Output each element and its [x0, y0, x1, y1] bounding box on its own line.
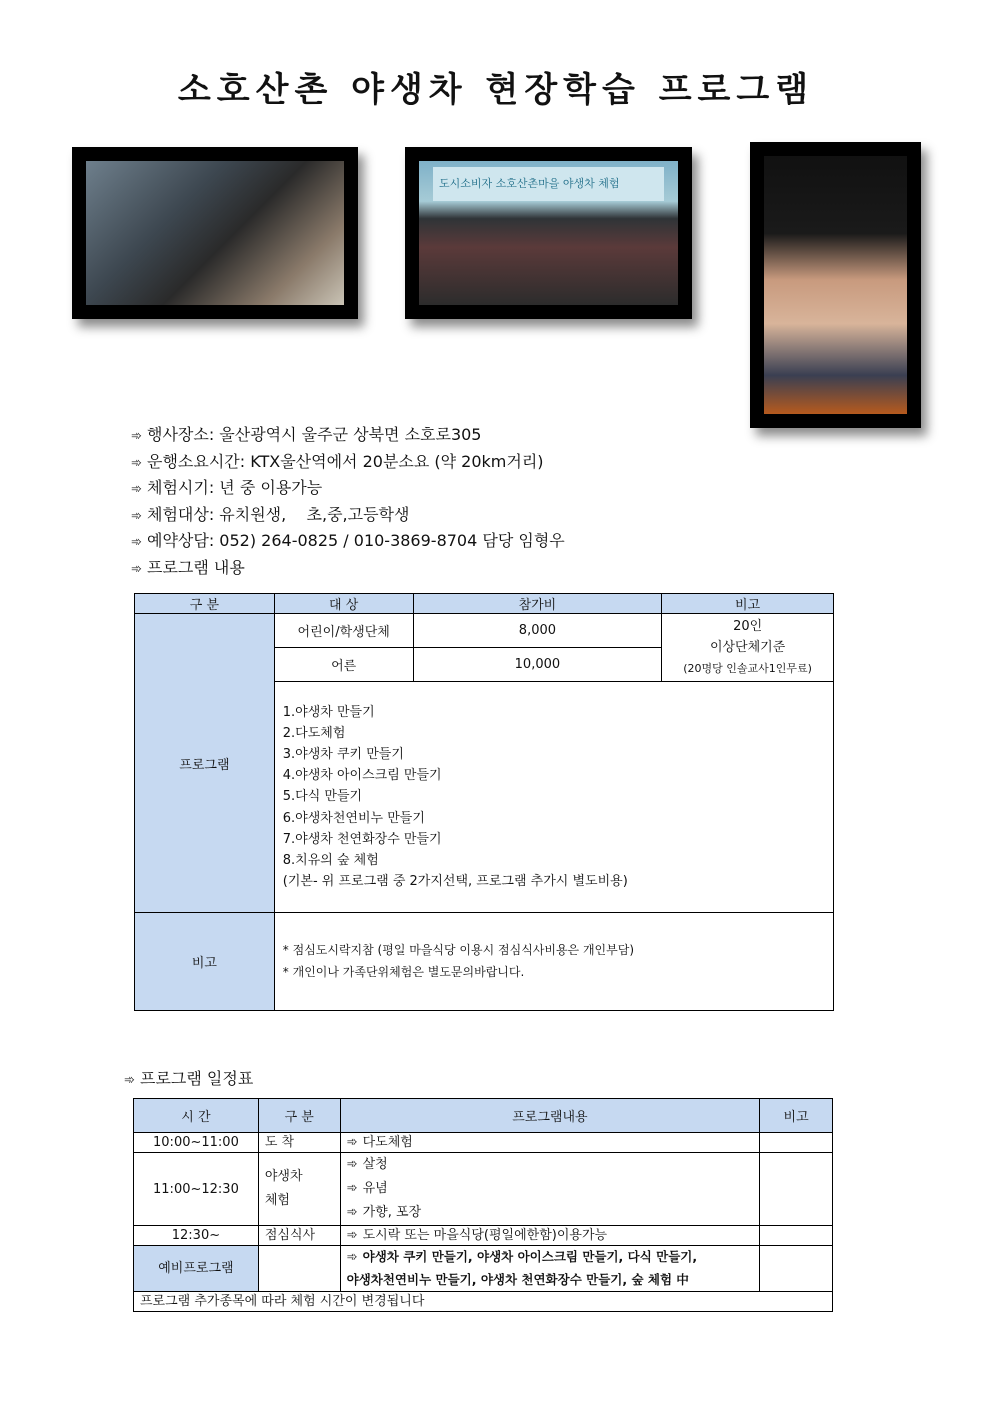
info-audience: ➾ 체험대상: 유치원생, 초,중,고등학생: [131, 502, 565, 529]
header-note: 비고: [760, 1099, 833, 1133]
note-cell: [760, 1226, 833, 1246]
header-target: 대 상: [274, 594, 413, 614]
arrow-icon: ➾: [346, 1157, 358, 1172]
arrow-icon: ➾: [131, 455, 142, 471]
schedule-table: [133, 1098, 833, 1312]
program-list: 1.야생차 만들기 2.다도체험 3.야생차 쿠키 만들기 4.야생차 아이스크림 만들기 5.다식 만들기 6.야생차천연비누 만들기 7.야생차 천연화장수 만들기 8.치유의 숲 체험 (기본- 위 프로그램 중 2가지선택, 프로그램 추가시 별도비용): [274, 682, 833, 913]
target-cell: 어린이/학생단체: [274, 614, 413, 648]
category-remark: 비고: [135, 913, 275, 1011]
info-venue: ➾ 행사장소: 울산광역시 울주군 상북면 소호로305: [131, 422, 565, 449]
photo-banner-text: 도시소비자 소호산촌마을 야생차 체험: [433, 167, 664, 201]
note-cell: [760, 1153, 833, 1226]
arrow-icon: ➾: [124, 1073, 135, 1088]
note-cell: [760, 1133, 833, 1153]
time-cell: 11:00~12:30: [134, 1153, 259, 1226]
arrow-icon: ➾: [346, 1181, 358, 1196]
page-title: 소호산촌 야생차 현장학습 프로그램: [177, 70, 815, 110]
category-cell: [258, 1246, 340, 1292]
schedule-heading: ➾ 프로그램 일정표: [124, 1069, 254, 1088]
time-cell: 예비프로그램: [134, 1246, 259, 1292]
content-cell: ➾ 도시락 또는 마을식당(평일에한함)이용가능: [340, 1226, 760, 1246]
fee-cell: 10,000: [413, 648, 662, 682]
info-reservation: ➾ 예약상담: 052) 264-0825 / 010-3869-8704 담당 임형우: [131, 528, 565, 555]
program-table: [134, 593, 834, 1011]
arrow-icon: ➾: [131, 429, 142, 444]
info-travel-time: ➾ 운행소요시간: KTX울산역에서 20분소요 (약 20km거리): [131, 449, 565, 476]
category-cell: 야생차 체험: [258, 1153, 340, 1226]
header-time: 시 간: [134, 1099, 259, 1133]
arrow-icon: ➾: [346, 1135, 358, 1150]
header-content: 프로그램내용: [340, 1099, 760, 1133]
photo-group-experience: [405, 147, 692, 319]
photo-tea-roasting: [72, 147, 358, 319]
category-cell: 점심식사: [258, 1226, 340, 1246]
info-period: ➾ 체험시기: 년 중 이용가능: [131, 475, 565, 502]
arrow-icon: ➾: [131, 535, 142, 551]
arrow-icon: ➾: [131, 508, 142, 524]
arrow-icon: ➾: [131, 482, 142, 498]
category-cell: 도 착: [258, 1133, 340, 1153]
category-program: 프로그램: [135, 614, 275, 913]
header-note: 비고: [662, 594, 834, 614]
target-cell: 어른: [274, 648, 413, 682]
header-fee: 참가비: [413, 594, 662, 614]
info-program-heading: ➾ 프로그램 내용: [131, 555, 565, 582]
header-category: 구 분: [135, 594, 275, 614]
time-cell: 12:30~: [134, 1226, 259, 1246]
photo-child-drinking-tea: [750, 142, 921, 428]
header-category: 구 분: [258, 1099, 340, 1133]
arrow-icon: ➾: [131, 561, 142, 577]
schedule-footer: 프로그램 추가종목에 따라 체험 시간이 변경됩니다: [134, 1292, 833, 1312]
arrow-icon: ➾: [346, 1228, 358, 1243]
arrow-icon: ➾: [346, 1250, 358, 1265]
info-list: [131, 422, 565, 582]
note-cell: 20인 이상단체기준 (20명당 인솔교사1인무료): [662, 614, 834, 682]
content-cell: ➾ 다도체험: [340, 1133, 760, 1153]
time-cell: 10:00~11:00: [134, 1133, 259, 1153]
arrow-icon: ➾: [346, 1205, 358, 1220]
fee-cell: 8,000: [413, 614, 662, 648]
remark-list: * 점심도시락지참 (평일 마을식당 이용시 점심식사비용은 개인부담) * 개인이나 가족단위체험은 별도문의바랍니다.: [274, 913, 833, 1011]
note-cell: [760, 1246, 833, 1292]
content-cell: ➾ 야생차 쿠키 만들기, 야생차 아이스크림 만들기, 다식 만들기, 야생차천연비누 만들기, 야생차 천연화장수 만들기, 숲 체험 中: [340, 1246, 760, 1292]
content-cell: ➾ 살청 ➾ 유념 ➾ 가향, 포장: [340, 1153, 760, 1226]
